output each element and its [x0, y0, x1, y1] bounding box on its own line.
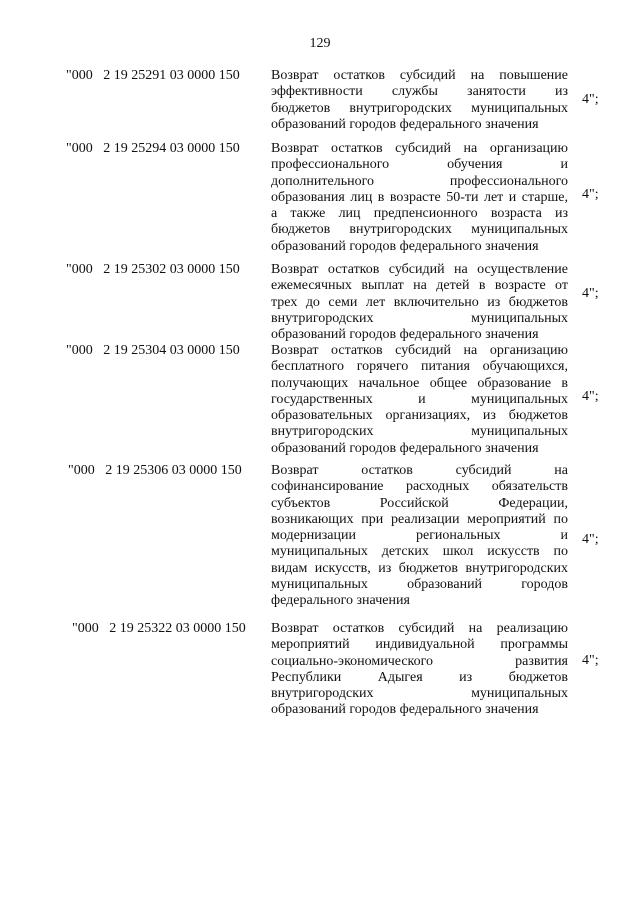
description-line: Возврат остатков субсидий на повышение [271, 68, 568, 83]
description-line: эффективности службы занятости из [271, 84, 568, 100]
description-line: бюджетов внутригородских муниципальных [271, 222, 568, 238]
row-suffix: 4"; [582, 286, 599, 301]
description-line: возникающих при реализации мероприятий по [271, 511, 568, 527]
row-suffix: 4"; [582, 92, 599, 107]
description-line: Возврат остатков субсидий на осуществление [271, 262, 568, 277]
description-line: бюджетов внутригородских муниципальных [271, 100, 568, 116]
description-line: трех до семи лет включительно из бюджетов [271, 294, 568, 310]
description-line: внутригородских муниципальных [271, 424, 568, 440]
income-description [271, 343, 568, 457]
description-line: внутригородских муниципальных [271, 686, 568, 702]
description-line: образований городов федерального значения [271, 238, 539, 254]
description-line: Возврат остатков субсидий на реализацию [271, 621, 568, 636]
income-description [271, 463, 568, 610]
description-line: Возврат остатков субсидий на организацию [271, 141, 568, 156]
description-line: муниципальных детских школ искусств по [271, 544, 568, 560]
description-line: получающих начальное общее образование в [271, 375, 568, 391]
budget-code: "000 2 19 25304 03 0000 150 [66, 343, 240, 358]
description-line: Возврат остатков субсидий на организацию [271, 343, 568, 358]
income-description [271, 68, 568, 133]
description-line: федерального значения [271, 593, 410, 609]
description-line: государственных и муниципальных [271, 391, 568, 407]
description-line: профессионального обучения и [271, 157, 568, 173]
budget-code: "000 2 19 25322 03 0000 150 [72, 621, 246, 636]
budget-code: "000 2 19 25302 03 0000 150 [66, 262, 240, 277]
description-line: Возврат остатков субсидий на [271, 463, 568, 478]
description-line: муниципальных образований городов [271, 577, 568, 593]
income-description [271, 621, 568, 719]
row-suffix: 4"; [582, 653, 599, 668]
description-line: внутригородских муниципальных [271, 310, 568, 326]
page-number: 129 [309, 36, 331, 51]
description-line: образований городов федерального значения [271, 440, 539, 456]
description-line: ежемесячных выплат на детей в возрасте от [271, 278, 568, 294]
row-suffix: 4"; [582, 389, 599, 404]
row-suffix: 4"; [582, 187, 599, 202]
budget-code: "000 2 19 25306 03 0000 150 [68, 463, 242, 478]
income-description [271, 141, 568, 255]
description-line: бесплатного горячего питания обучающихся, [271, 359, 568, 375]
description-line: Республики Адыгея из бюджетов [271, 669, 568, 685]
description-line: образований городов федерального значения [271, 327, 539, 343]
description-line: мероприятий индивидуальной программы [271, 637, 568, 653]
description-line: образований городов федерального значения [271, 116, 539, 132]
description-line: образовательных организациях, из бюджетов [271, 408, 568, 424]
income-description [271, 262, 568, 343]
row-suffix: 4"; [582, 532, 599, 547]
description-line: дополнительного профессионального [271, 173, 568, 189]
budget-code: "000 2 19 25291 03 0000 150 [66, 68, 240, 83]
description-line: видам искусств, из бюджетов внутригородских [271, 560, 568, 576]
description-line: модернизации региональных и [271, 528, 568, 544]
description-line: социально-экономического развития [271, 653, 568, 669]
description-line: субъектов Российской Федерации, [271, 495, 568, 511]
description-line: а также лиц предпенсионного возраста из [271, 206, 568, 222]
description-line: образований городов федерального значения [271, 702, 539, 718]
budget-code: "000 2 19 25294 03 0000 150 [66, 141, 240, 156]
description-line: софинансирование расходных обязательств [271, 479, 568, 495]
description-line: образования лиц в возрасте 50-ти лет и старше, [271, 189, 568, 205]
